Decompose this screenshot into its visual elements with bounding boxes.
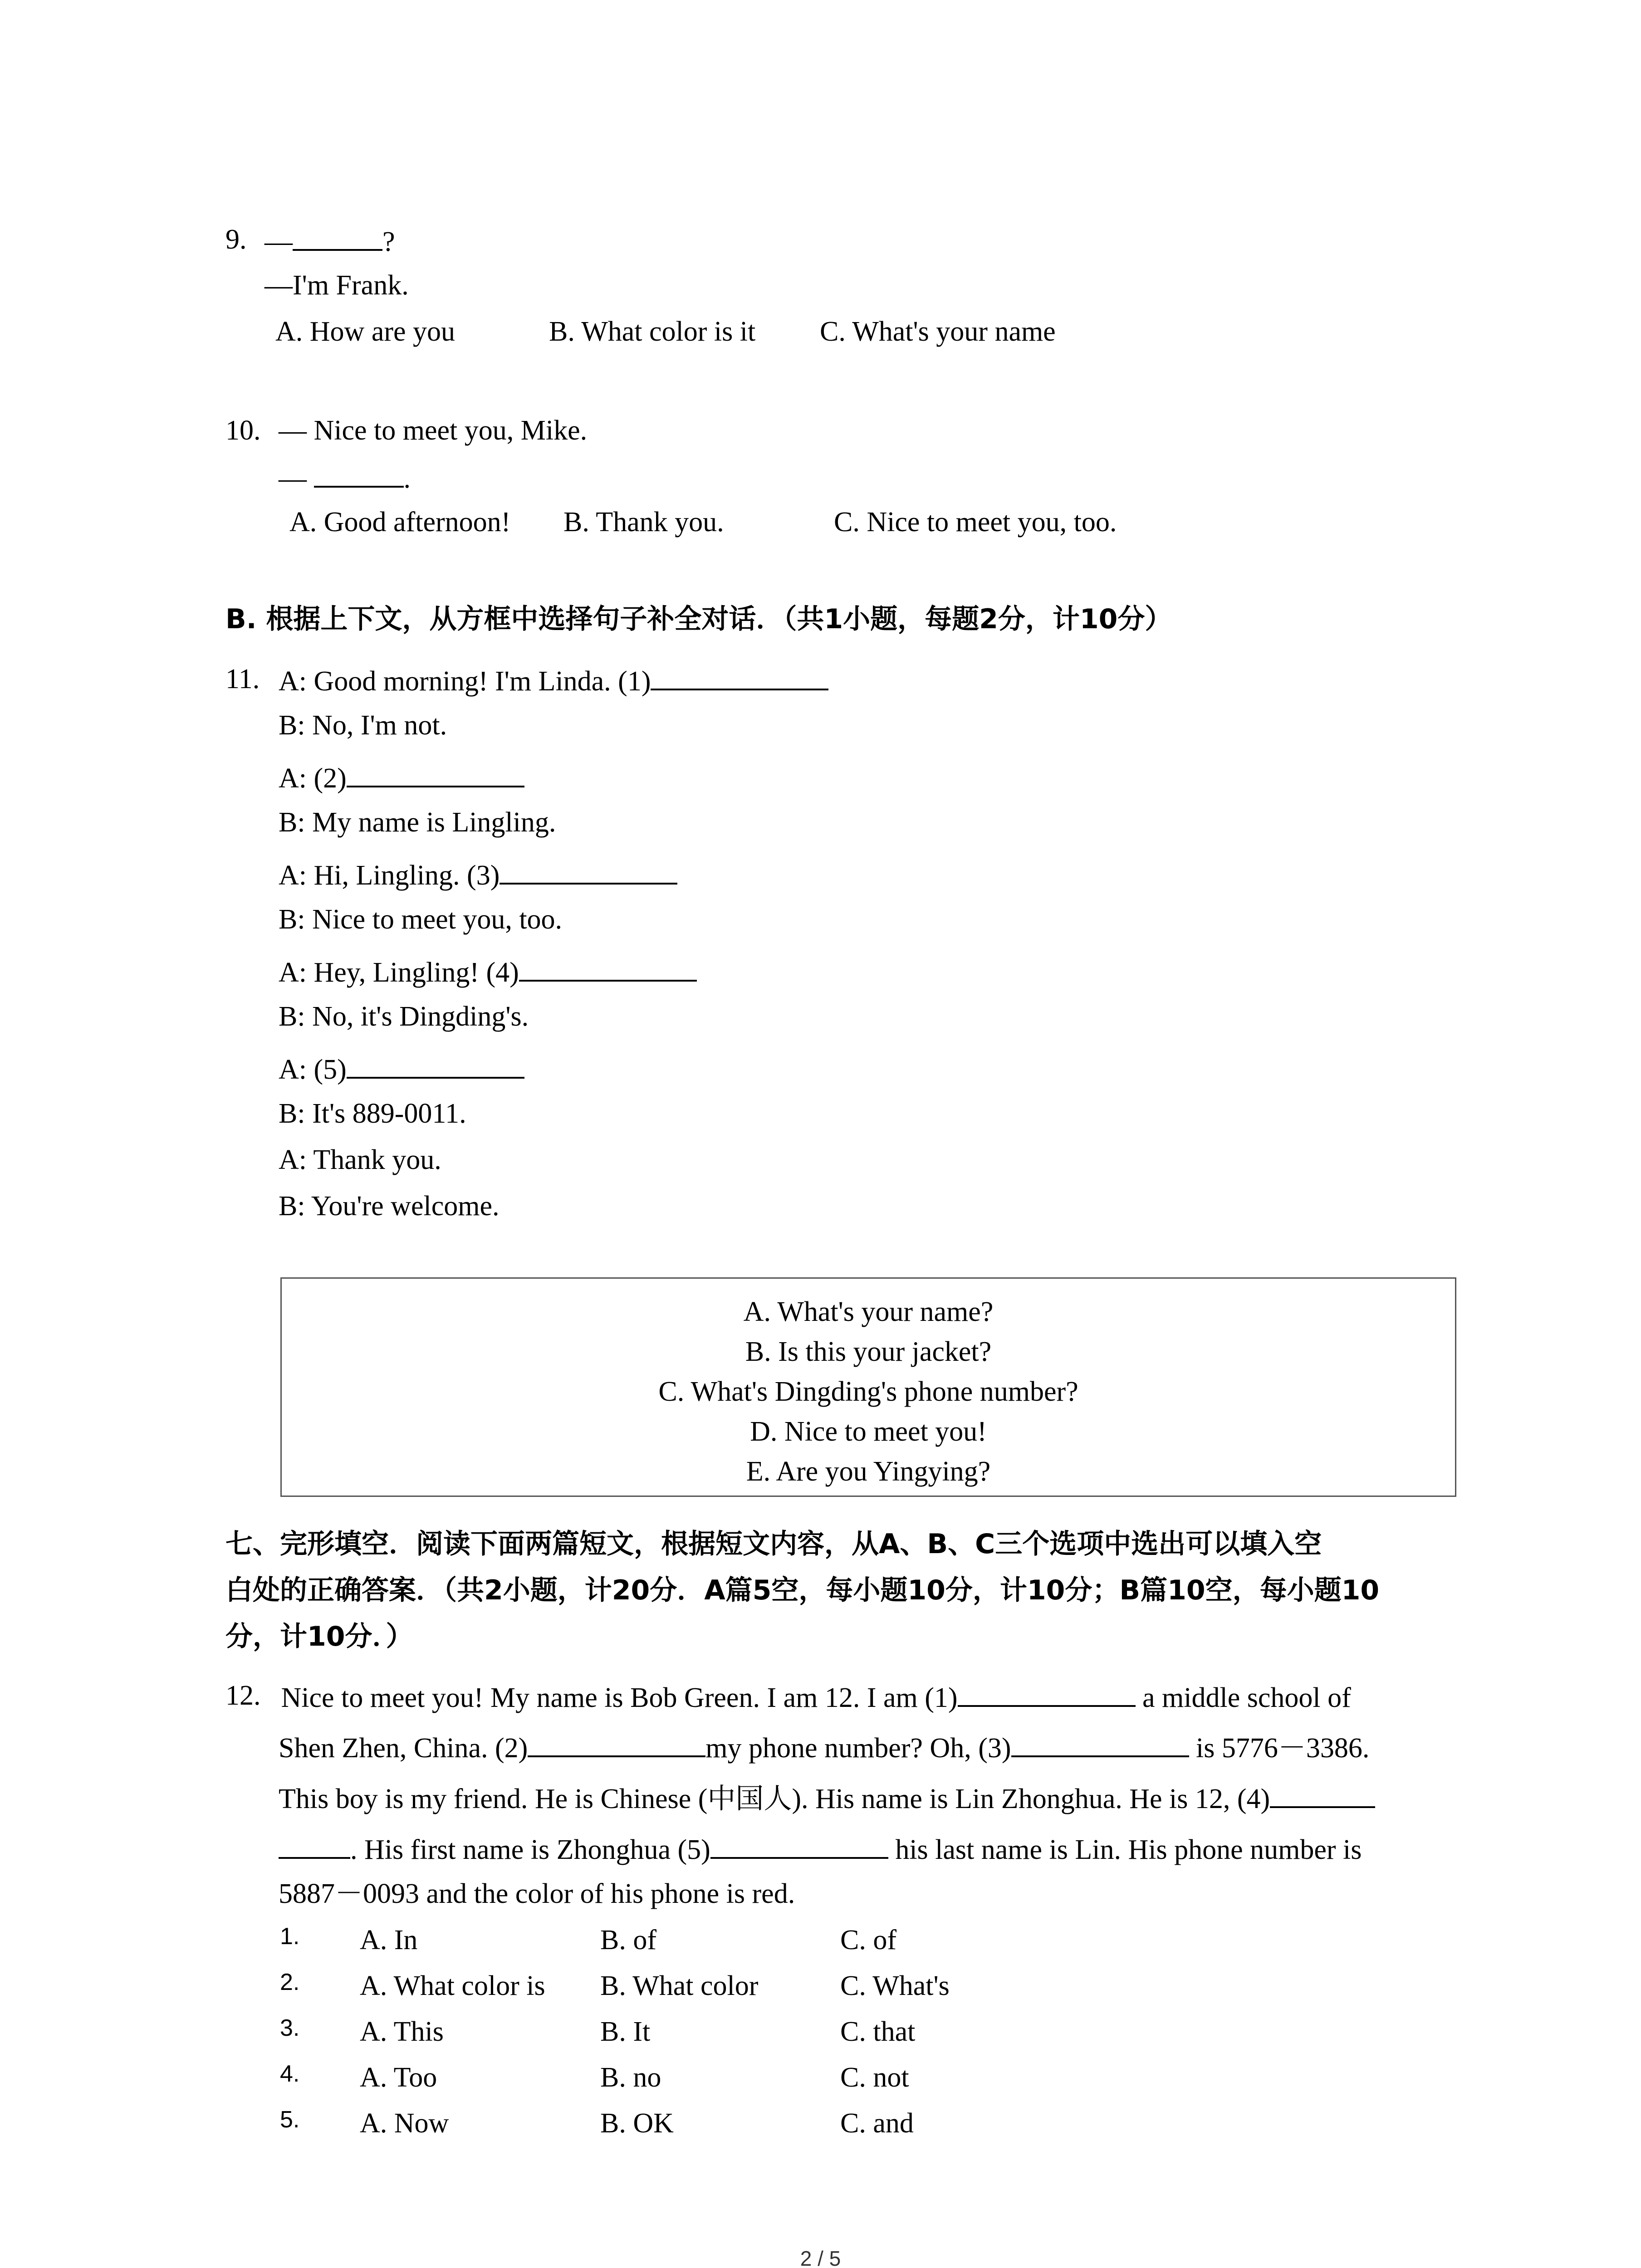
q11-line-5 [279, 859, 677, 890]
q11-line-9 [279, 1053, 524, 1084]
section-7-heading-line-1: 七、完形填空．阅读下面两篇短文，根据短文内容，从A、B、C三个选项中选出可以填入空 [225, 1528, 1322, 1560]
q10-option-b[interactable]: B. Thank you. [563, 507, 724, 538]
q12-blank-4a[interactable] [1270, 1783, 1375, 1808]
q11-line-3 [279, 762, 524, 792]
passage-text: Nice to meet you! My name is Bob Green. I am 12. I am (1) [274, 1682, 958, 1713]
q9-prompt-dash: — [265, 226, 293, 257]
choice-4-b[interactable]: B. no [600, 2062, 661, 2093]
dialogue-text: A: (5) [279, 1054, 347, 1085]
q11-line-10: B: It's 889-0011. [279, 1098, 466, 1129]
q10-answer-mark: . [403, 463, 411, 494]
choice-5-number: 5. [280, 2107, 300, 2133]
q11-line-6: B: Nice to meet you, too. [279, 904, 563, 935]
choice-1-c[interactable]: C. of [840, 1925, 896, 1955]
q12-line-3 [279, 1783, 1375, 1813]
choice-1-a[interactable]: A. In [360, 1925, 418, 1955]
choice-2-c[interactable]: C. What's [840, 1970, 950, 2001]
dialogue-text: A: Good morning! I'm Linda. (1) [279, 666, 651, 697]
passage-text: my phone number? Oh, (3) [705, 1733, 1011, 1764]
q11-line-1 [279, 665, 828, 695]
section-7-heading-line-3: 分，计10分．） [225, 1621, 413, 1652]
q9-prompt [265, 225, 395, 256]
q9-option-b[interactable]: B. What color is it [549, 316, 756, 347]
box-option-b[interactable]: B. Is this your jacket? [745, 1336, 992, 1367]
q10-option-a[interactable]: A. Good afternoon! [289, 507, 511, 538]
passage-text: Shen Zhen, China. (2) [279, 1733, 528, 1764]
box-option-a[interactable]: A. What's your name? [743, 1296, 994, 1327]
q11-blank-5[interactable] [347, 1053, 524, 1079]
box-option-c[interactable]: C. What's Dingding's phone number? [658, 1376, 1078, 1407]
q11-line-8: B: No, it's Dingding's. [279, 1001, 529, 1032]
q11-blank-3[interactable] [500, 859, 677, 885]
q12-line-1 [274, 1681, 1351, 1712]
q12-number: 12. [225, 1680, 261, 1711]
q11-line-4: B: My name is Lingling. [279, 807, 556, 838]
q11-blank-4[interactable] [519, 956, 697, 982]
q9-prompt-mark: ? [382, 226, 395, 257]
q11-number: 11. [225, 664, 260, 694]
dialogue-text: A: Hey, Lingling! (4) [279, 957, 519, 988]
q11-line-12: B: You're welcome. [279, 1191, 500, 1222]
box-option-e[interactable]: E. Are you Yingying? [746, 1456, 991, 1487]
q9-answer: —I'm Frank. [265, 270, 409, 301]
passage-text: is 5776－3386. [1189, 1733, 1370, 1764]
dialogue-text: A: (2) [279, 763, 347, 794]
options-box [280, 1277, 1456, 1497]
q10-option-c[interactable]: C. Nice to meet you, too. [834, 507, 1117, 538]
q12-line-2 [279, 1732, 1369, 1762]
choice-5-b[interactable]: B. OK [600, 2108, 674, 2139]
q11-line-2: B: No, I'm not. [279, 710, 447, 741]
choice-3-number: 3. [280, 2015, 300, 2041]
passage-text: a middle school of [1135, 1682, 1351, 1713]
choice-5-a[interactable]: A. Now [360, 2108, 449, 2139]
choice-1-number: 1. [280, 1923, 300, 1950]
dialogue-text: A: Hi, Lingling. (3) [279, 860, 500, 891]
q12-blank-2[interactable] [528, 1732, 705, 1757]
q9-blank[interactable] [293, 225, 382, 251]
q10-answer [279, 462, 411, 493]
choice-3-c[interactable]: C. that [840, 2016, 916, 2047]
q12-line-4 [279, 1833, 1362, 1864]
passage-text: This boy is my friend. He is Chinese (中国人). His name is Lin Zhonghua. He is 12, (4) [279, 1784, 1270, 1814]
q12-line-5: 5887－0093 and the color of his phone is red. [279, 1878, 795, 1909]
q11-blank-2[interactable] [347, 762, 524, 787]
q9-option-c[interactable]: C. What's your name [820, 316, 1056, 347]
page-number: 2 / 5 [800, 2247, 841, 2268]
choice-1-b[interactable]: B. of [600, 1925, 656, 1955]
q10-prompt: — Nice to meet you, Mike. [279, 415, 588, 446]
section-7-heading-line-2: 白处的正确答案．（共2小题，计20分．A篇5空，每小题10分，计10分；B篇10空，每小题10 [225, 1574, 1380, 1606]
choice-3-a[interactable]: A. This [360, 2016, 444, 2047]
q9-number: 9. [225, 224, 247, 255]
passage-text: his last name is Lin. His phone number is [888, 1834, 1362, 1865]
choice-2-a[interactable]: A. What color is [360, 1970, 545, 2001]
choice-4-c[interactable]: C. not [840, 2062, 909, 2093]
choice-2-b[interactable]: B. What color [600, 1970, 759, 2001]
choice-5-c[interactable]: C. and [840, 2108, 914, 2139]
section-b-heading: B. 根据上下文，从方框中选择句子补全对话．（共1小题，每题2分，计10分） [225, 603, 1172, 635]
choice-4-number: 4. [280, 2061, 300, 2087]
choice-2-number: 2. [280, 1969, 300, 1995]
q12-blank-3[interactable] [1011, 1732, 1189, 1757]
q11-line-7 [279, 956, 697, 987]
q12-blank-4b[interactable] [279, 1833, 350, 1859]
passage-text: . His first name is Zhonghua (5) [350, 1834, 710, 1865]
q10-answer-dash: — [279, 463, 314, 494]
q9-option-a[interactable]: A. How are you [275, 316, 456, 347]
q12-blank-1[interactable] [958, 1681, 1136, 1707]
choice-4-a[interactable]: A. Too [360, 2062, 437, 2093]
q10-blank[interactable] [314, 462, 404, 488]
choice-3-b[interactable]: B. It [600, 2016, 651, 2047]
box-option-d[interactable]: D. Nice to meet you! [750, 1416, 987, 1447]
q12-blank-5[interactable] [710, 1833, 888, 1859]
q10-number: 10. [225, 415, 261, 446]
q11-line-11: A: Thank you. [279, 1144, 441, 1175]
q11-blank-1[interactable] [651, 665, 828, 690]
